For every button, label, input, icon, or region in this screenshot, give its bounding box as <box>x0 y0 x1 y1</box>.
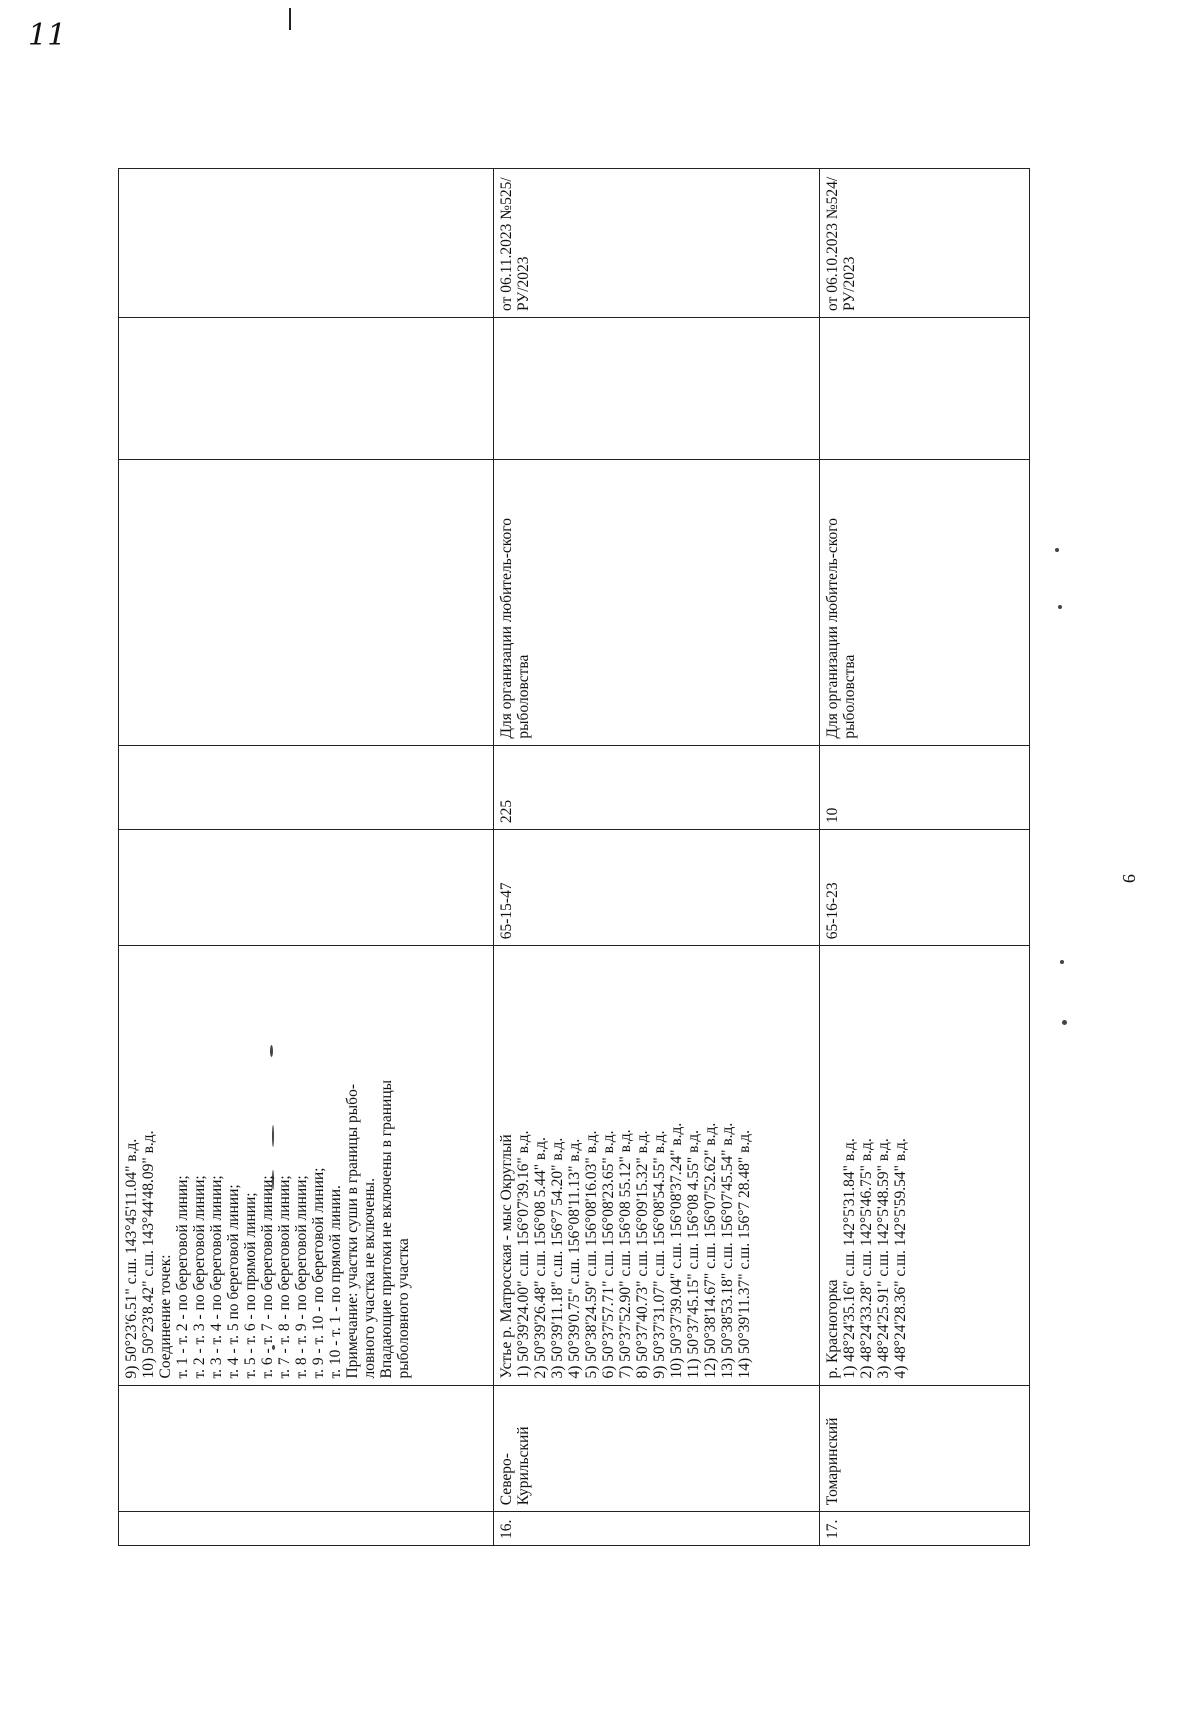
coord-line: т. 3 - т. 4 - по береговой линии; <box>208 1175 225 1379</box>
coord-line: Впадающие притоки не включены в границы <box>378 1079 395 1379</box>
coord-line: 4) 50°39'0.75" с.ш. 156°08'11.13" в.д. <box>566 1138 583 1379</box>
coord-line: 12) 50°38'14.67" с.ш. 156°07'52.62" в.д. <box>702 1122 719 1379</box>
coord-line: Примечание: участки суши в границы рыбо- <box>344 1084 361 1379</box>
coordinates-cell <box>820 946 1030 1385</box>
coord-line: 2) 48°24'33.28" с.ш. 142°5'46.75" в.д. <box>858 1138 875 1379</box>
coord-line: т. 6 - т. 7 - по береговой линии; <box>259 1175 276 1379</box>
table-row <box>820 169 1030 1546</box>
coord-line: ловного участка не включены. <box>361 1178 378 1379</box>
coord-line: т. 7 - т. 8 - по береговой линии; <box>276 1175 293 1379</box>
coord-line: 3) 48°24'25.91" с.ш. 142°5'48.59" в.д. <box>875 1138 892 1379</box>
row-number: 16. <box>494 1512 820 1546</box>
document-ref <box>119 169 494 318</box>
plot-area: 225 <box>494 745 820 829</box>
coord-line: т. 9 - т. 10 - по береговой линии; <box>310 1167 327 1379</box>
margin-handwritten-mark: 11 <box>28 18 67 53</box>
district-name <box>119 1385 494 1512</box>
plot-id: 65-16-23 <box>820 830 1030 946</box>
coord-line: т. 1 - т. 2 - по береговой линии; <box>174 1175 191 1379</box>
coordinates-cell <box>494 946 820 1385</box>
scan-speck <box>1058 605 1062 609</box>
coord-line: 8) 50°37'40.73" с.ш. 156°09'15.32" в.д. <box>634 1130 651 1379</box>
coord-line: 5) 50°38'24.59" с.ш. 156°08'16.03" в.д. <box>583 1130 600 1379</box>
document-ref: от 06.11.2023 №525/РУ/2023 <box>494 169 820 318</box>
extra-cell <box>820 317 1030 460</box>
plot-purpose <box>119 460 494 745</box>
coord-line: 13) 50°38'53.18" с.ш. 156°07'45.54" в.д. <box>719 1122 736 1379</box>
scan-speck <box>1062 1020 1067 1025</box>
plot-id: 65-15-47 <box>494 830 820 946</box>
coord-line: Устье р. Матросская - мыс Округлый <box>498 1134 515 1379</box>
plot-purpose: Для организации любитель-ского рыболовства <box>820 460 1030 745</box>
coord-line: рыболовного участка <box>395 1238 412 1379</box>
coord-line: 9) 50°37'31.07" с.ш. 156°08'54.55" в.д. <box>651 1130 668 1379</box>
district-name: Томаринский <box>820 1385 1030 1512</box>
coord-line: 9) 50°23'6.51" с.ш. 143°45'11.04" в.д. <box>123 1138 140 1379</box>
coord-line: т. 8 - т. 9 - по береговой линии; <box>293 1175 310 1379</box>
plot-area: 10 <box>820 745 1030 829</box>
coord-line: 6) 50°37'57.71" с.ш. 156°08'23.65" в.д. <box>600 1130 617 1379</box>
row-number: 17. <box>820 1512 1030 1546</box>
table-row <box>119 169 494 1546</box>
coord-line: 2) 50°39'26.48" с.ш. 156°08 5.44" в.д. <box>532 1137 549 1379</box>
coord-line: т. 2 - т. 3 - по береговой линии; <box>191 1175 208 1379</box>
coord-line: Соединение точек: <box>157 1254 174 1379</box>
document-ref: от 06.10.2023 №524/РУ/2023 <box>820 169 1030 318</box>
district-name: Северо-Курильский <box>494 1385 820 1512</box>
coord-line: т. 4 - т. 5 по береговой линии; <box>225 1184 242 1379</box>
plot-id <box>119 830 494 946</box>
scan-speck <box>1060 960 1064 964</box>
coord-line: 14) 50°39'11.37" с.ш. 156°7 28.48" в.д. <box>736 1129 753 1379</box>
coord-line: 1) 50°39'24.00" с.ш. 156°07'39.16" в.д. <box>515 1130 532 1379</box>
coord-line: т. 10 - т. 1 - по прямой линии. <box>327 1185 344 1379</box>
coord-line: 10) 50°37'39.04" с.ш. 156°08'37.24" в.д. <box>668 1122 685 1379</box>
fishing-plots-table <box>118 168 1030 1546</box>
coord-line: 4) 48°24'28.36" с.ш. 142°5'59.54" в.д. <box>892 1138 909 1379</box>
plot-area <box>119 745 494 829</box>
coord-line: 3) 50°39'11.18" с.ш. 156°7 54.20" в.д. <box>549 1137 566 1379</box>
row-number <box>119 1512 494 1546</box>
coord-line: 11) 50°37'45.15" с.ш. 156°08 4.55" в.д. <box>685 1129 702 1379</box>
coordinates-cell <box>119 946 494 1385</box>
coord-line: 10) 50°23'8.42" с.ш. 143°44'48.09" в.д. <box>140 1130 157 1379</box>
extra-cell <box>494 317 820 460</box>
page-number: 9 <box>1119 874 1139 883</box>
coord-line: т. 5 - т. 6 - по прямой линии; <box>242 1192 259 1379</box>
table-row <box>494 169 820 1546</box>
plot-purpose: Для организации любитель-ского рыболовства <box>494 460 820 745</box>
coord-line: 1) 48°24'35.16" с.ш. 142°5'31.84" в.д. <box>841 1138 858 1379</box>
coord-line: р. Красногорка <box>824 1279 841 1379</box>
rotated-page-content <box>118 168 1029 1546</box>
extra-cell <box>119 317 494 460</box>
margin-stroke <box>289 8 291 30</box>
coord-line: 7) 50°37'52.90" с.ш. 156°08 55.12" в.д. <box>617 1129 634 1379</box>
scan-speck <box>1055 548 1059 552</box>
